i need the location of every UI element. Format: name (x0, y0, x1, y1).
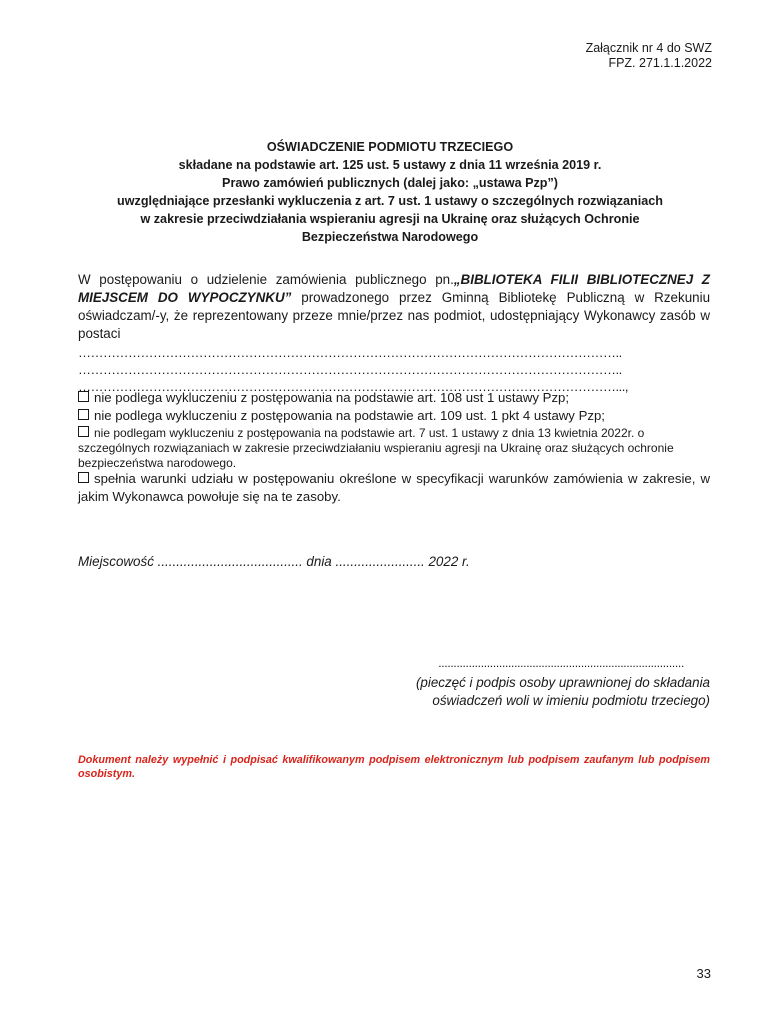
option-label: spełnia warunki udziału w postępowaniu określone w specyfikacji warunków zamówienia w zakresie, w jakim Wykonawca powołuje się na te zasoby. (78, 471, 710, 504)
place-date-line: Miejscowość ....................................... dnia ........................ 2022 r. (78, 554, 470, 569)
option-art-7 (78, 426, 710, 471)
title-line-1: OŚWIADCZENIE PODMIOTU TRZECIEGO (266, 140, 514, 154)
signature-notice: Dokument należy wypełnić i podpisać kwalifikowanym podpisem elektronicznym lub podpisem zaufanym lub podpisem osobistym. (78, 754, 710, 780)
option-conditions (78, 470, 710, 506)
intro-text: W postępowaniu o udzielenie zamówienia publicznego pn. (78, 272, 454, 287)
checkbox-icon[interactable] (78, 391, 89, 402)
option-label: nie podlegam wykluczeniu z postępowania na podstawie art. 7 ust. 1 ustawy z dnia 13 kwietnia 2022r. o szczególnych rozwiązaniach w zakresie przeciwdziałaniu wspieraniu agresji na Ukrainę oraz służących ochronie bezpieczeństwa narodowego. (78, 426, 674, 470)
option-label: nie podlega wykluczeniu z postępowania na podstawie art. 108 ust 1 ustawy Pzp; (94, 390, 570, 405)
blank-line-3: …………………………………………………………………………………………………………………..., (78, 379, 628, 394)
reference-number: FPZ. 271.1.1.2022 (608, 56, 712, 70)
blank-line-1: ………………………………………………………………………………………………………………….. (78, 345, 622, 360)
attachment-label: Załącznik nr 4 do SWZ (585, 41, 712, 55)
document-title (70, 138, 710, 246)
option-label: nie podlega wykluczeniu z postępowania na podstawie art. 109 ust. 1 pkt 4 ustawy Pzp; (94, 408, 605, 423)
title-line-3: Prawo zamówień publicznych (dalej jako: „ustawa Pzp”) (222, 176, 558, 190)
signature-caption-line-1: (pieczęć i podpis osoby uprawnionej do składania (415, 675, 710, 690)
signature-caption (370, 674, 710, 710)
signature-line: ................................................................................. (438, 656, 684, 670)
document-header (586, 41, 712, 71)
page-number: 33 (696, 966, 711, 981)
checkbox-icon[interactable] (78, 472, 89, 483)
intro-continuation: prowadzonego przez Gminną Bibliotekę Publiczną w Rzekuniu oświadczam/-y, że reprezentowany przeze mnie/przez nas podmiot, udostępniający Wykonawcy zasób w postaci (78, 290, 711, 341)
checkbox-icon[interactable] (78, 426, 89, 437)
option-art-109 (78, 408, 710, 424)
title-line-2: składane na podstawie art. 125 ust. 5 ustawy z dnia 11 września 2019 r. (178, 158, 602, 172)
checkbox-icon[interactable] (78, 409, 89, 420)
project-name: „BIBLIOTEKA FILII BIBLIOTECZNEJ Z MIEJSCEM DO WYPOCZYNKU” (78, 272, 710, 305)
signature-caption-line-2: oświadczeń woli w imieniu podmiotu trzeciego) (432, 693, 710, 708)
blank-line-2: ………………………………………………………………………………………………………………….. (78, 362, 622, 377)
title-line-4: uwzględniające przesłanki wykluczenia z art. 7 ust. 1 ustawy o szczególnych rozwiązaniach (117, 194, 663, 208)
title-line-6: Bezpieczeństwa Narodowego (301, 230, 479, 244)
title-line-5: w zakresie przeciwdziałania wspieraniu agresji na Ukrainę oraz służących Ochronie (140, 212, 640, 226)
intro-paragraph (78, 271, 710, 343)
option-art-108 (78, 390, 710, 406)
